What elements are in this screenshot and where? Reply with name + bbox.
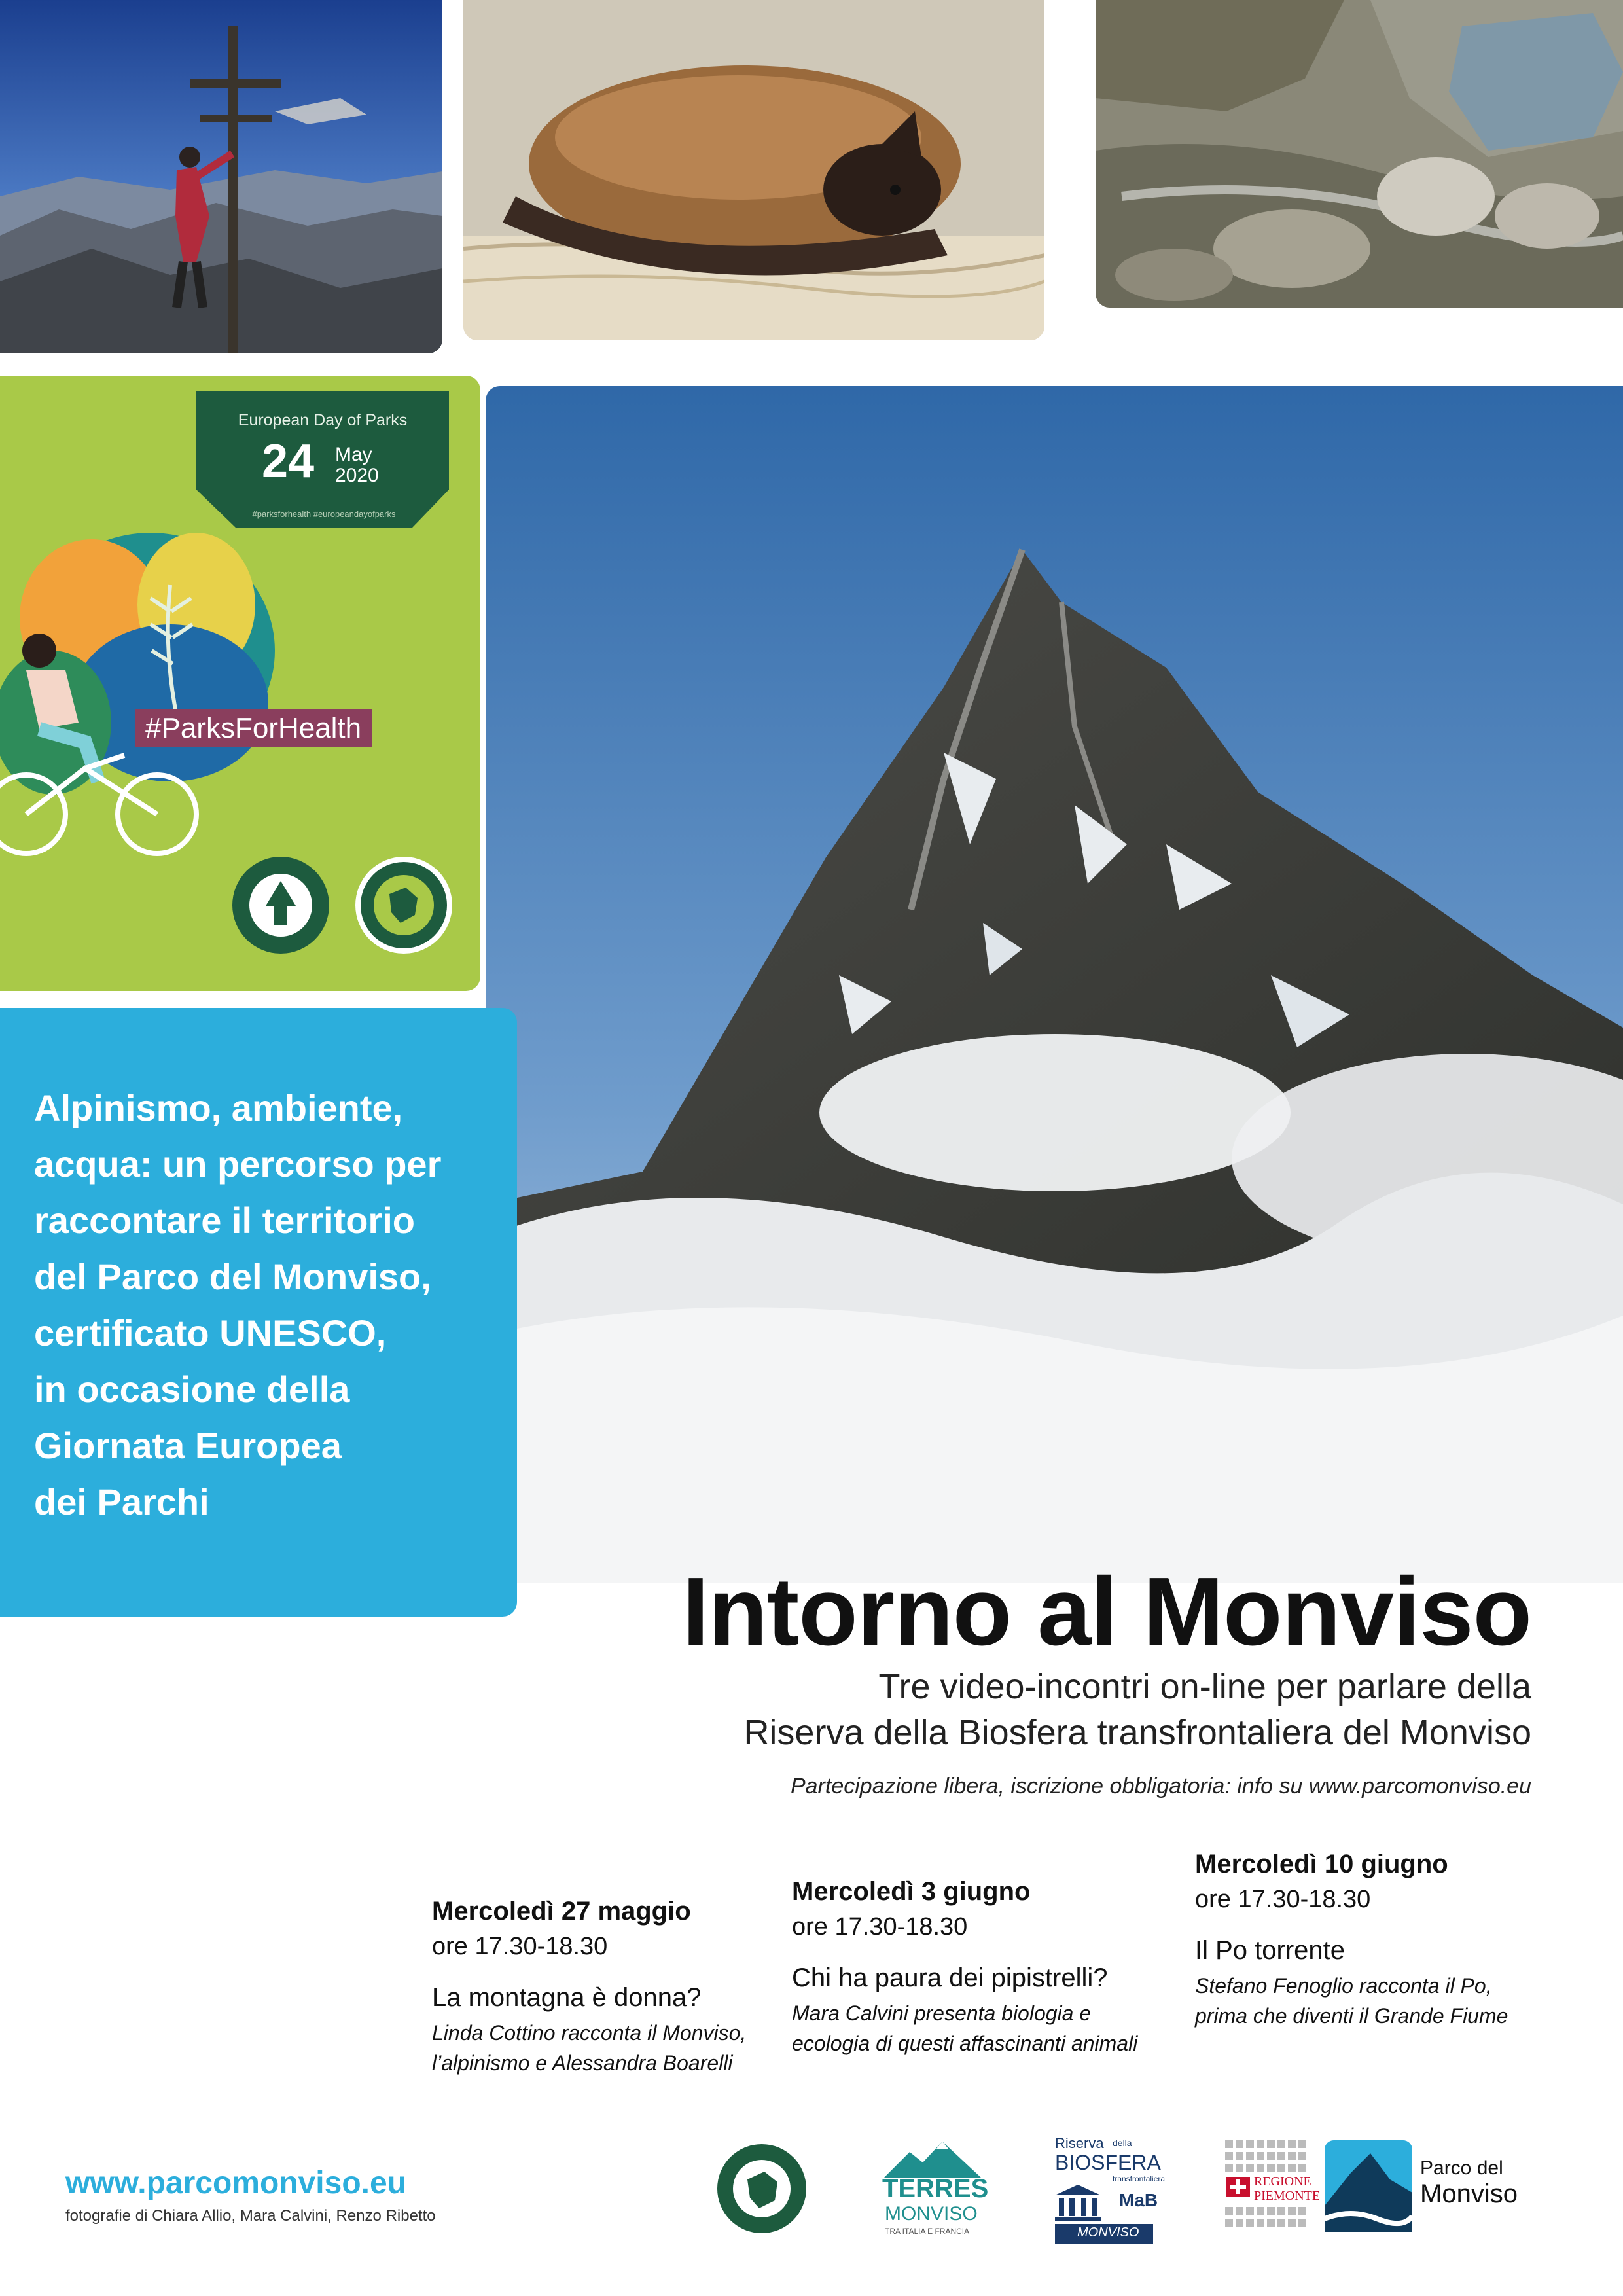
event-day: Mercoledì 27 maggio [432,1897,691,1926]
european-day-of-parks-panel [0,376,480,991]
photo-bat [463,0,1044,340]
giornata-europea-parchi-logo-icon [716,2143,808,2234]
regione-logo-line1: REGIONE [1254,2174,1311,2189]
event-1 [432,1897,798,2078]
intro-line: acqua: un percorso per [34,1143,442,1185]
terres-logo-subtext: MONVISO [885,2203,978,2225]
event-topic: La montagna è donna? [432,1983,702,2012]
riserva-logo-line2: della [1113,2138,1132,2148]
page-title: Intorno al Monviso [682,1558,1531,1666]
photo-monviso-mountain [486,386,1623,1583]
event-topic: Chi ha paura dei pipistrelli? [792,1964,1108,1992]
event-2 [792,1877,1158,2058]
edp-year: 2020 [335,465,379,486]
mab-logo-text: MaB [1119,2190,1158,2210]
riserva-logo-line3: BIOSFERA [1055,2151,1161,2174]
intro-line: in occasione della [34,1369,350,1410]
regione-logo-line2: PIEMONTE [1254,2189,1321,2203]
intro-line: Giornata Europea [34,1425,342,1466]
intro-line: del Parco del Monviso, [34,1256,431,1297]
event-time: ore 17.30-18.30 [1195,1886,1371,1913]
website-link[interactable]: www.parcomonviso.eu [65,2166,406,2200]
event-day: Mercoledì 10 giugno [1195,1850,1448,1878]
subtitle-line: Riserva della Biosfera transfrontaliera del Monviso [743,1713,1531,1752]
parco-logo-line2: Monviso [1420,2179,1518,2208]
riserva-logo-line5: MONVISO [1077,2225,1139,2240]
edp-title: European Day of Parks [238,411,408,429]
parks-for-health-hashtag: #ParksForHealth [135,709,372,747]
terres-logo-tagline: TRA ITALIA E FRANCIA [885,2227,970,2236]
event-time: ore 17.30-18.30 [792,1913,968,1941]
photo-summit-cross [0,0,442,353]
cyclist-illustration-icon [0,507,275,873]
event-time: ore 17.30-18.30 [432,1933,608,1960]
piemonte-flag-icon [1226,2177,1250,2197]
terres-logo-text: TERRES [882,2174,989,2203]
regione-grid-bottom-icon [1225,2207,1310,2240]
intro-line: Alpinismo, ambiente, [34,1087,403,1128]
event-description-line: l’alpinismo e Alessandra Boarelli [432,2051,733,2075]
event-description-line: Linda Cottino racconta il Monviso, [432,2021,747,2045]
riserva-logo-line4: transfrontaliera [1113,2174,1166,2183]
europarc-federation-badge-icon [353,855,454,956]
edp-month: May [335,444,372,465]
parco-logo-line1: Parco del [1420,2157,1503,2179]
regione-grid-icon [1225,2140,1310,2173]
european-day-of-parks-badge-icon [230,855,331,956]
parco-monviso-logo-icon [1325,2140,1412,2232]
event-topic: Il Po torrente [1195,1936,1346,1965]
event-description-line: ecologia di questi affascinanti animali [792,2032,1138,2055]
intro-text [34,1080,505,1530]
terres-monviso-mountain-icon [883,2139,982,2178]
event-3 [1195,1850,1561,2031]
intro-panel [0,1008,517,1617]
signup-note: Partecipazione libera, iscrizione obbligatoria: info su www.parcomonviso.eu [790,1774,1531,1799]
event-description [1195,1971,1561,2031]
event-description-line: Mara Calvini presenta biologia e [792,2001,1092,2025]
event-description [432,2018,798,2078]
unesco-temple-icon [1055,2185,1101,2221]
photo-credits: fotografie di Chiara Allio, Mara Calvini, Renzo Ribetto [65,2207,436,2225]
edp-day: 24 [262,435,315,488]
intro-line: dei Parchi [34,1481,209,1522]
page-subtitle [550,1664,1531,1755]
event-description-line: prima che diventi il Grande Fiume [1195,2004,1508,2028]
event-description [792,1998,1158,2058]
event-day: Mercoledì 3 giugno [792,1877,1031,1906]
event-description-line: Stefano Fenoglio racconta il Po, [1195,1974,1492,1998]
riserva-logo-line1: Riserva [1055,2135,1104,2151]
subtitle-line: Tre video-incontri on-line per parlare della [878,1667,1531,1706]
intro-line: certificato UNESCO, [34,1312,387,1354]
edp-small-hashtags: #parksforhealth #europeandayofparks [252,509,396,519]
intro-line: raccontare il territorio [34,1200,415,1241]
photo-stream-rocks [1096,0,1623,308]
